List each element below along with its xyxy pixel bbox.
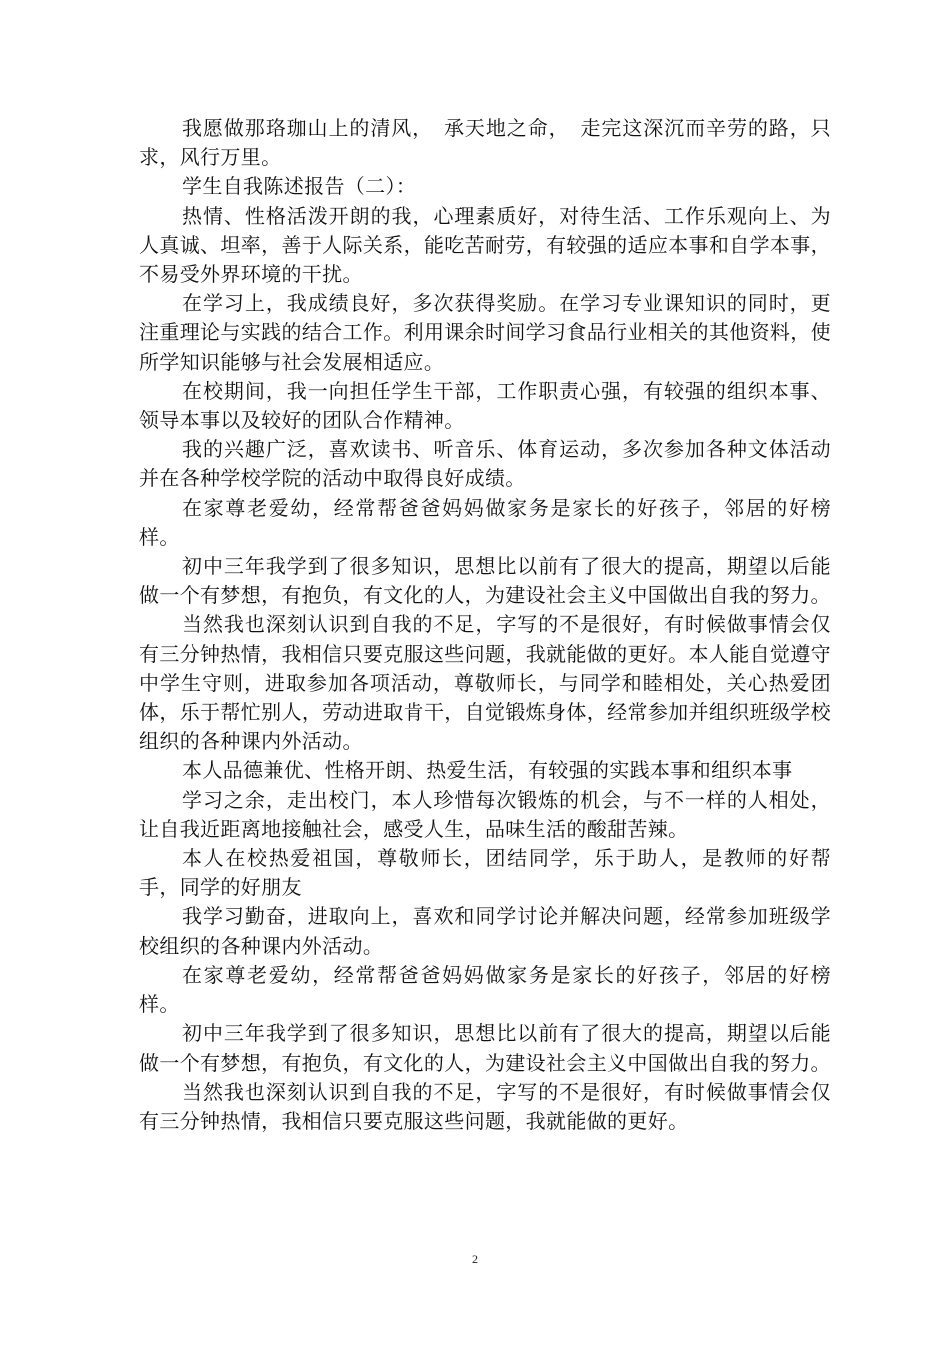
paragraph-9: 当然我也深刻认识到自我的不足，字写的不是很好，有时候做事情会仅有三分钟热情，我相信只要克服这些问题，我就能做的更好。本人能自觉遵守中学生守则，进取参加各项活动，尊敬师长，与同学和睦相处，关心热爱团体，乐于帮忙别人，劳动进取肯干，自觉锻炼身体，经常参加并组织班级学校组织的各种课内外活动。 (139, 612, 831, 754)
paragraph-1: 我愿做那珞珈山上的清风， 承天地之命， 走完这深沉而辛劳的路，只求，风行万里。 (139, 116, 831, 170)
document-body (139, 114, 831, 1136)
paragraph-10: 本人品德兼优、性格开朗、热爱生活，有较强的实践本事和组织本事 (182, 758, 793, 783)
paragraph-15: 初中三年我学到了很多知识，思想比以前有了很大的提高，期望以后能做一个有梦想，有抱负，有文化的人，为建设社会主义中国做出自我的努力。 (139, 1021, 831, 1075)
paragraph-14: 在家尊老爱幼，经常帮爸爸妈妈做家务是家长的好孩子，邻居的好榜样。 (139, 962, 831, 1017)
section-heading: 学生自我陈述报告（二）： (182, 174, 417, 199)
page-number: 2 (472, 1252, 478, 1266)
paragraph-5: 在校期间，我一向担任学生干部，工作职责心强，有较强的组织本事、领导本事以及较好的团队合作精神。 (139, 378, 831, 433)
paragraph-16: 当然我也深刻认识到自我的不足，字写的不是很好，有时候做事情会仅有三分钟热情，我相信只要克服这些问题，我就能做的更好。 (139, 1079, 831, 1133)
paragraph-11: 学习之余，走出校门，本人珍惜每次锻炼的机会，与不一样的人相处，让自我近距离地接触社会，感受人生，品味生活的酸甜苦辣。 (139, 787, 831, 841)
paragraph-13: 我学习勤奋，进取向上，喜欢和同学讨论并解决问题，经常参加班级学校组织的各种课内外活动。 (139, 904, 831, 958)
paragraph-4: 在学习上，我成绩良好，多次获得奖励。在学习专业课知识的同时，更注重理论与实践的结合工作。利用课余时间学习食品行业相关的其他资料，使所学知识能够与社会发展相适应。 (139, 291, 831, 374)
paragraph-12: 本人在校热爱祖国，尊敬师长，团结同学，乐于助人，是教师的好帮手，同学的好朋友 (139, 846, 831, 900)
paragraph-7: 在家尊老爱幼，经常帮爸爸妈妈做家务是家长的好孩子，邻居的好榜样。 (139, 495, 831, 549)
paragraph-8: 初中三年我学到了很多知识，思想比以前有了很大的提高，期望以后能做一个有梦想，有抱负，有文化的人，为建设社会主义中国做出自我的努力。 (139, 554, 831, 608)
paragraph-3: 热情、性格活泼开朗的我，心理素质好，对待生活、工作乐观向上、为人真诚、坦率，善于人际关系，能吃苦耐劳，有较强的适应本事和自学本事，不易受外界环境的干扰。 (139, 203, 831, 287)
paragraph-6: 我的兴趣广泛，喜欢读书、听音乐、体育运动，多次参加各种文体活动并在各种学校学院的活动中取得良好成绩。 (139, 437, 831, 491)
